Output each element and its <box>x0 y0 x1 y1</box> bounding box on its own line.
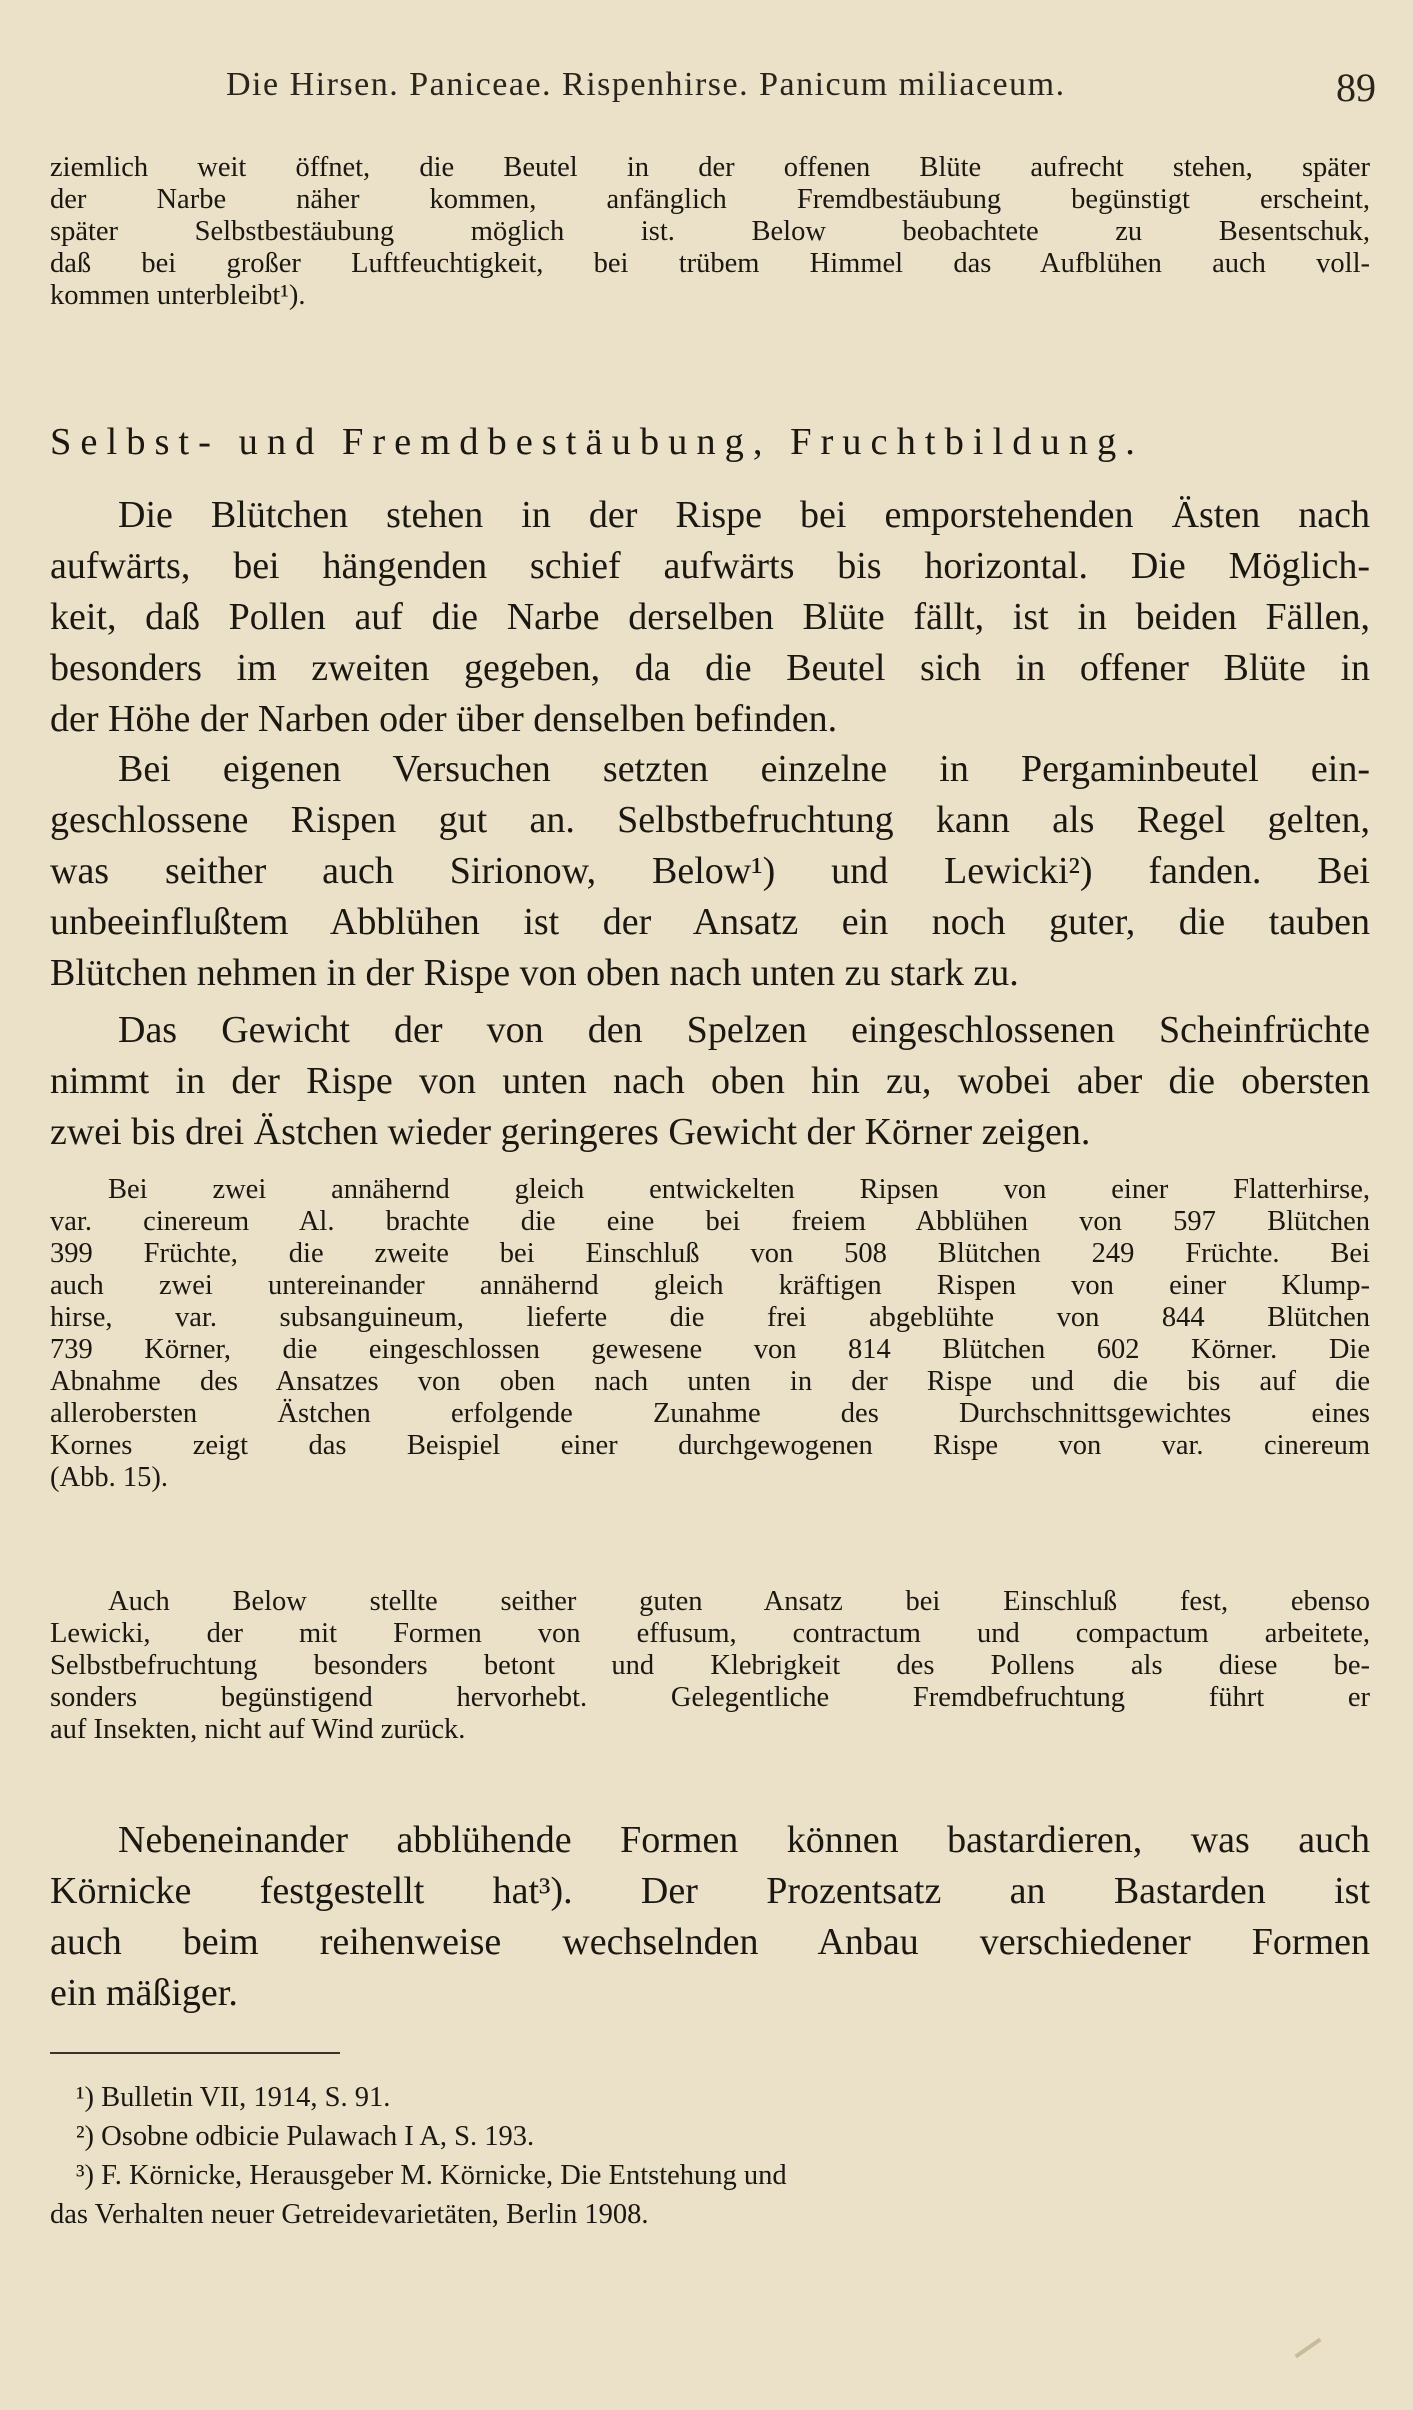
page-number: 89 <box>1336 65 1376 110</box>
text-line: aufwärts, bei hängenden schief aufwärts bis horizontal. Die Möglich- <box>50 545 1370 587</box>
text-line: Körnicke festgestellt hat³). Der Prozentsatz an Bastarden ist <box>50 1870 1370 1912</box>
text-line: (Abb. 15). <box>50 1462 168 1493</box>
text-line: kommen unterbleibt¹). <box>50 280 306 311</box>
text-line: ziemlich weit öffnet, die Beutel in der offenen Blüte aufrecht stehen, später <box>50 152 1370 183</box>
text-line: 739 Körner, die eingeschlossen gewesene von 814 Blütchen 602 Körner. Die <box>50 1334 1370 1365</box>
text-line: Lewicki, der mit Formen von effusum, contractum und compactum arbeitete, <box>50 1618 1370 1649</box>
paragraph <box>50 1005 1370 1158</box>
text-line: ein mäßiger. <box>50 1972 238 2014</box>
intro-paragraph <box>50 152 1370 312</box>
text-line: zwei bis drei Ästchen wieder geringeres Gewicht der Körner zeigen. <box>50 1111 1091 1153</box>
text-line: Auch Below stellte seither guten Ansatz bei Einschluß fest, ebenso <box>108 1586 1370 1617</box>
paragraph <box>50 490 1370 745</box>
text-line: Die Blütchen stehen in der Rispe bei emporstehenden Ästen nach <box>118 494 1370 536</box>
text-line: hirse, var. subsanguineum, lieferte die frei abgeblühte von 844 Blütchen <box>50 1302 1370 1333</box>
text-line: sonders begünstigend hervorhebt. Gelegentliche Fremdbefruchtung führt er <box>50 1682 1370 1713</box>
text-line: Blütchen nehmen in der Rispe von oben nach unten zu stark zu. <box>50 952 1019 994</box>
running-title: Die Hirsen. Paniceae. Rispenhirse. Panicum miliaceum. <box>226 66 1066 103</box>
paragraph <box>50 1815 1370 2019</box>
text-line: keit, daß Pollen auf die Narbe derselben Blüte fällt, ist in beiden Fällen, <box>50 596 1370 638</box>
footnotes <box>50 2078 1370 2234</box>
text-line: nimmt in der Rispe von unten nach oben hin zu, wobei aber die obersten <box>50 1060 1370 1102</box>
text-line: Nebeneinander abblühende Formen können bastardieren, was auch <box>118 1819 1370 1861</box>
paragraph <box>50 744 1370 999</box>
small-print-note <box>50 1174 1370 1494</box>
footnote: ³) F. Körnicke, Herausgeber M. Körnicke, Die Entstehung und <box>76 2160 787 2191</box>
footnote-continuation: das Verhalten neuer Getreidevarietäten, Berlin 1908. <box>50 2199 649 2230</box>
small-print-note <box>50 1586 1370 1746</box>
text-line: Bei zwei annähernd gleich entwickelten Ripsen von einer Flatterhirse, <box>108 1174 1370 1205</box>
footnote-divider <box>50 2052 340 2054</box>
text-line: später Selbstbestäubung möglich ist. Below beobachtete zu Besentschuk, <box>50 216 1370 247</box>
text-line: Kornes zeigt das Beispiel einer durchgewogenen Rispe von var. cinereum <box>50 1430 1370 1461</box>
text-line: auf Insekten, nicht auf Wind zurück. <box>50 1714 466 1745</box>
text-line: auch beim reihenweise wechselnden Anbau verschiedener Formen <box>50 1921 1370 1963</box>
text-line: Bei eigenen Versuchen setzten einzelne in Pergaminbeutel ein- <box>118 748 1370 790</box>
text-line: der Höhe der Narben oder über denselben befinden. <box>50 698 838 740</box>
section-heading: Selbst- und Fremdbestäubung, Fruchtbildung. <box>50 421 1144 463</box>
footnote: ¹) Bulletin VII, 1914, S. 91. <box>76 2082 391 2113</box>
text-line: Selbstbefruchtung besonders betont und Klebrigkeit des Pollens als diese be- <box>50 1650 1370 1681</box>
text-line: geschlossene Rispen gut an. Selbstbefruchtung kann als Regel gelten, <box>50 799 1370 841</box>
text-line: der Narbe näher kommen, anfänglich Fremdbestäubung begünstigt erscheint, <box>50 184 1370 215</box>
paper-mark <box>1295 2338 1322 2358</box>
text-line: allerobersten Ästchen erfolgende Zunahme des Durchschnittsgewichtes eines <box>50 1398 1370 1429</box>
text-line: Abnahme des Ansatzes von oben nach unten in der Rispe und die bis auf die <box>50 1366 1370 1397</box>
footnote: ²) Osobne odbicie Pulawach I A, S. 193. <box>76 2121 535 2152</box>
text-line: var. cinereum Al. brachte die eine bei freiem Abblühen von 597 Blütchen <box>50 1206 1370 1237</box>
text-line: was seither auch Sirionow, Below¹) und Lewicki²) fanden. Bei <box>50 850 1370 892</box>
text-line: unbeeinflußtem Abblühen ist der Ansatz ein noch guter, die tauben <box>50 901 1370 943</box>
page-header <box>50 58 1376 118</box>
text-line: auch zwei untereinander annähernd gleich kräftigen Rispen von einer Klump- <box>50 1270 1370 1301</box>
text-line: daß bei großer Luftfeuchtigkeit, bei trübem Himmel das Aufblühen auch voll- <box>50 248 1370 279</box>
text-line: 399 Früchte, die zweite bei Einschluß von 508 Blütchen 249 Früchte. Bei <box>50 1238 1370 1269</box>
text-line: Das Gewicht der von den Spelzen eingeschlossenen Scheinfrüchte <box>118 1009 1370 1051</box>
text-line: besonders im zweiten gegeben, da die Beutel sich in offener Blüte in <box>50 647 1370 689</box>
